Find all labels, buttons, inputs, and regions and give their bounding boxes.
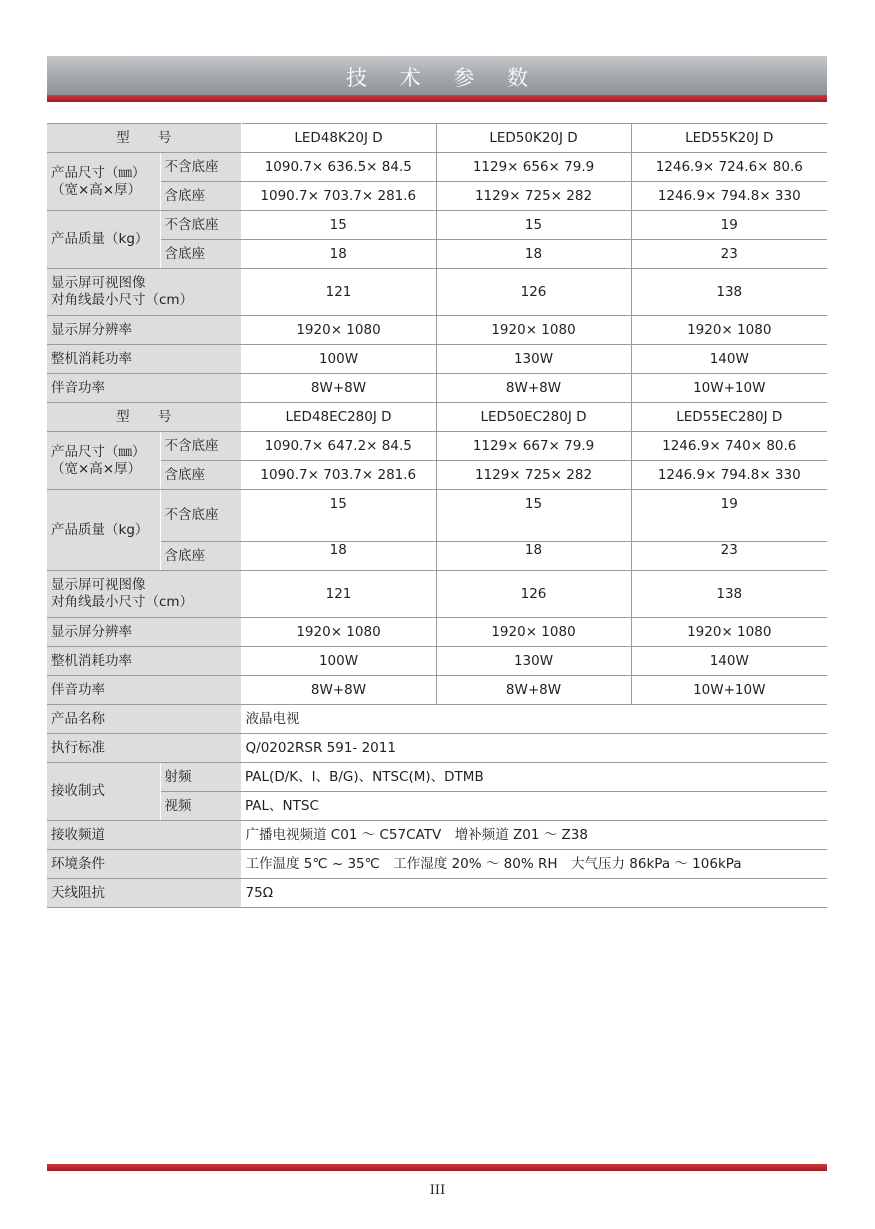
model-name: LED48EC280J D xyxy=(241,403,436,432)
resolution-value: 1920× 1080 xyxy=(631,316,827,345)
rf-value: PAL(D/K、I、B/G)、NTSC(M)、DTMB xyxy=(241,763,827,792)
model-name: LED55EC280J D xyxy=(631,403,827,432)
size-label xyxy=(47,153,160,211)
model-name: LED55K20J D xyxy=(631,124,827,153)
with-stand-label: 含底座 xyxy=(160,240,241,269)
size-label-line1: 产品尺寸（㎜） xyxy=(51,164,146,181)
table-row xyxy=(47,647,827,676)
without-stand-label: 不含底座 xyxy=(160,153,241,182)
table-row xyxy=(47,571,827,618)
weight-value: 23 xyxy=(631,240,827,269)
diagonal-label-line1: 显示屏可视图像 xyxy=(51,577,146,593)
standard-value: Q/0202RSR 591- 2011 xyxy=(241,734,827,763)
table-row xyxy=(47,461,827,490)
size-value: 1090.7× 636.5× 84.5 xyxy=(241,153,436,182)
size-value: 1246.9× 794.8× 330 xyxy=(631,182,827,211)
video-value: PAL、NTSC xyxy=(241,792,827,821)
size-value: 1129× 725× 282 xyxy=(436,461,631,490)
table-row xyxy=(47,734,827,763)
table-row xyxy=(47,763,827,792)
table-row xyxy=(47,182,827,211)
table-row xyxy=(47,618,827,647)
table-row xyxy=(47,211,827,240)
audio-value: 8W+8W xyxy=(241,374,436,403)
antenna-label: 天线阻抗 xyxy=(47,879,241,908)
without-stand-label: 不含底座 xyxy=(160,211,241,240)
size-value: 1246.9× 724.6× 80.6 xyxy=(631,153,827,182)
diagonal-value: 126 xyxy=(436,571,631,618)
table-row xyxy=(47,240,827,269)
standard-label: 执行标准 xyxy=(47,734,241,763)
table-row xyxy=(47,792,827,821)
diagonal-value: 121 xyxy=(241,571,436,618)
size-value: 1129× 656× 79.9 xyxy=(436,153,631,182)
size-value: 1090.7× 703.7× 281.6 xyxy=(241,182,436,211)
diagonal-value: 138 xyxy=(631,571,827,618)
spec-table xyxy=(47,123,827,908)
size-value: 1090.7× 703.7× 281.6 xyxy=(241,461,436,490)
audio-value: 8W+8W xyxy=(436,676,631,705)
model-name: LED50K20J D xyxy=(436,124,631,153)
table-row xyxy=(47,345,827,374)
weight-value: 15 xyxy=(241,211,436,240)
header-red-bar xyxy=(47,95,827,102)
table-row xyxy=(47,153,827,182)
table-row xyxy=(47,374,827,403)
environment-label: 环境条件 xyxy=(47,850,241,879)
diagonal-value: 126 xyxy=(436,269,631,316)
diagonal-label-line1: 显示屏可视图像 xyxy=(51,275,146,291)
resolution-value: 1920× 1080 xyxy=(631,618,827,647)
diagonal-label-line2: 对角线最小尺寸（cm） xyxy=(51,292,194,308)
channels-value: 广播电视频道 C01 ～ C57CATV 增补频道 Z01 ～ Z38 xyxy=(241,821,827,850)
weight-value: 15 xyxy=(436,490,631,542)
size-label-line2: （宽×高×厚） xyxy=(51,181,142,198)
power-label: 整机消耗功率 xyxy=(47,345,241,374)
table-row xyxy=(47,124,827,153)
table-row xyxy=(47,490,827,542)
channels-label: 接收频道 xyxy=(47,821,241,850)
product-name-value: 液晶电视 xyxy=(241,705,827,734)
resolution-label: 显示屏分辨率 xyxy=(47,618,241,647)
title-banner xyxy=(47,56,827,95)
model-label: 型 号 xyxy=(47,124,241,153)
resolution-label: 显示屏分辨率 xyxy=(47,316,241,345)
weight-value: 15 xyxy=(436,211,631,240)
with-stand-label: 含底座 xyxy=(160,182,241,211)
without-stand-label: 不含底座 xyxy=(160,432,241,461)
table-row xyxy=(47,403,827,432)
without-stand-label: 不含底座 xyxy=(160,490,241,542)
size-value: 1129× 725× 282 xyxy=(436,182,631,211)
power-value: 100W xyxy=(241,345,436,374)
size-value: 1246.9× 794.8× 330 xyxy=(631,461,827,490)
weight-value: 18 xyxy=(241,542,436,571)
footer-red-bar xyxy=(47,1164,827,1171)
power-value: 140W xyxy=(631,345,827,374)
power-value: 100W xyxy=(241,647,436,676)
reception-label: 接收制式 xyxy=(47,763,160,821)
resolution-value: 1920× 1080 xyxy=(241,316,436,345)
weight-value: 18 xyxy=(436,240,631,269)
audio-label: 伴音功率 xyxy=(47,374,241,403)
table-row xyxy=(47,269,827,316)
product-name-label: 产品名称 xyxy=(47,705,241,734)
weight-value: 18 xyxy=(241,240,436,269)
model-name: LED50EC280J D xyxy=(436,403,631,432)
power-value: 130W xyxy=(436,345,631,374)
audio-label: 伴音功率 xyxy=(47,676,241,705)
table-row xyxy=(47,676,827,705)
weight-label: 产品质量（kg） xyxy=(47,211,160,269)
diagonal-label xyxy=(47,269,241,316)
table-row xyxy=(47,821,827,850)
video-label: 视频 xyxy=(160,792,241,821)
weight-value: 19 xyxy=(631,211,827,240)
page-number: III xyxy=(429,1183,446,1198)
weight-label: 产品质量（kg） xyxy=(47,490,160,571)
weight-value: 18 xyxy=(436,542,631,571)
table-row xyxy=(47,879,827,908)
size-value: 1246.9× 740× 80.6 xyxy=(631,432,827,461)
audio-value: 10W+10W xyxy=(631,676,827,705)
size-label-line2: （宽×高×厚） xyxy=(51,460,142,477)
table-row xyxy=(47,542,827,571)
size-value: 1129× 667× 79.9 xyxy=(436,432,631,461)
size-value: 1090.7× 647.2× 84.5 xyxy=(241,432,436,461)
power-value: 130W xyxy=(436,647,631,676)
table-row xyxy=(47,850,827,879)
power-label: 整机消耗功率 xyxy=(47,647,241,676)
size-label-line1: 产品尺寸（㎜） xyxy=(51,443,146,460)
resolution-value: 1920× 1080 xyxy=(436,618,631,647)
resolution-value: 1920× 1080 xyxy=(241,618,436,647)
model-name: LED48K20J D xyxy=(241,124,436,153)
size-label xyxy=(47,432,160,490)
with-stand-label: 含底座 xyxy=(160,461,241,490)
table-row xyxy=(47,705,827,734)
diagonal-value: 121 xyxy=(241,269,436,316)
audio-value: 10W+10W xyxy=(631,374,827,403)
weight-value: 23 xyxy=(631,542,827,571)
diagonal-label xyxy=(47,571,241,618)
weight-value: 19 xyxy=(631,490,827,542)
model-label: 型 号 xyxy=(47,403,241,432)
table-row xyxy=(47,316,827,345)
power-value: 140W xyxy=(631,647,827,676)
diagonal-value: 138 xyxy=(631,269,827,316)
rf-label: 射频 xyxy=(160,763,241,792)
environment-value: 工作温度 5℃ ~ 35℃ 工作湿度 20% ～ 80% RH 大气压力 86kPa ～ 106kPa xyxy=(241,850,827,879)
resolution-value: 1920× 1080 xyxy=(436,316,631,345)
audio-value: 8W+8W xyxy=(241,676,436,705)
audio-value: 8W+8W xyxy=(436,374,631,403)
page-title: 技 术 参 数 xyxy=(345,66,542,90)
antenna-value: 75Ω xyxy=(241,879,827,908)
table-row xyxy=(47,432,827,461)
diagonal-label-line2: 对角线最小尺寸（cm） xyxy=(51,594,194,610)
with-stand-label: 含底座 xyxy=(160,542,241,571)
weight-value: 15 xyxy=(241,490,436,542)
